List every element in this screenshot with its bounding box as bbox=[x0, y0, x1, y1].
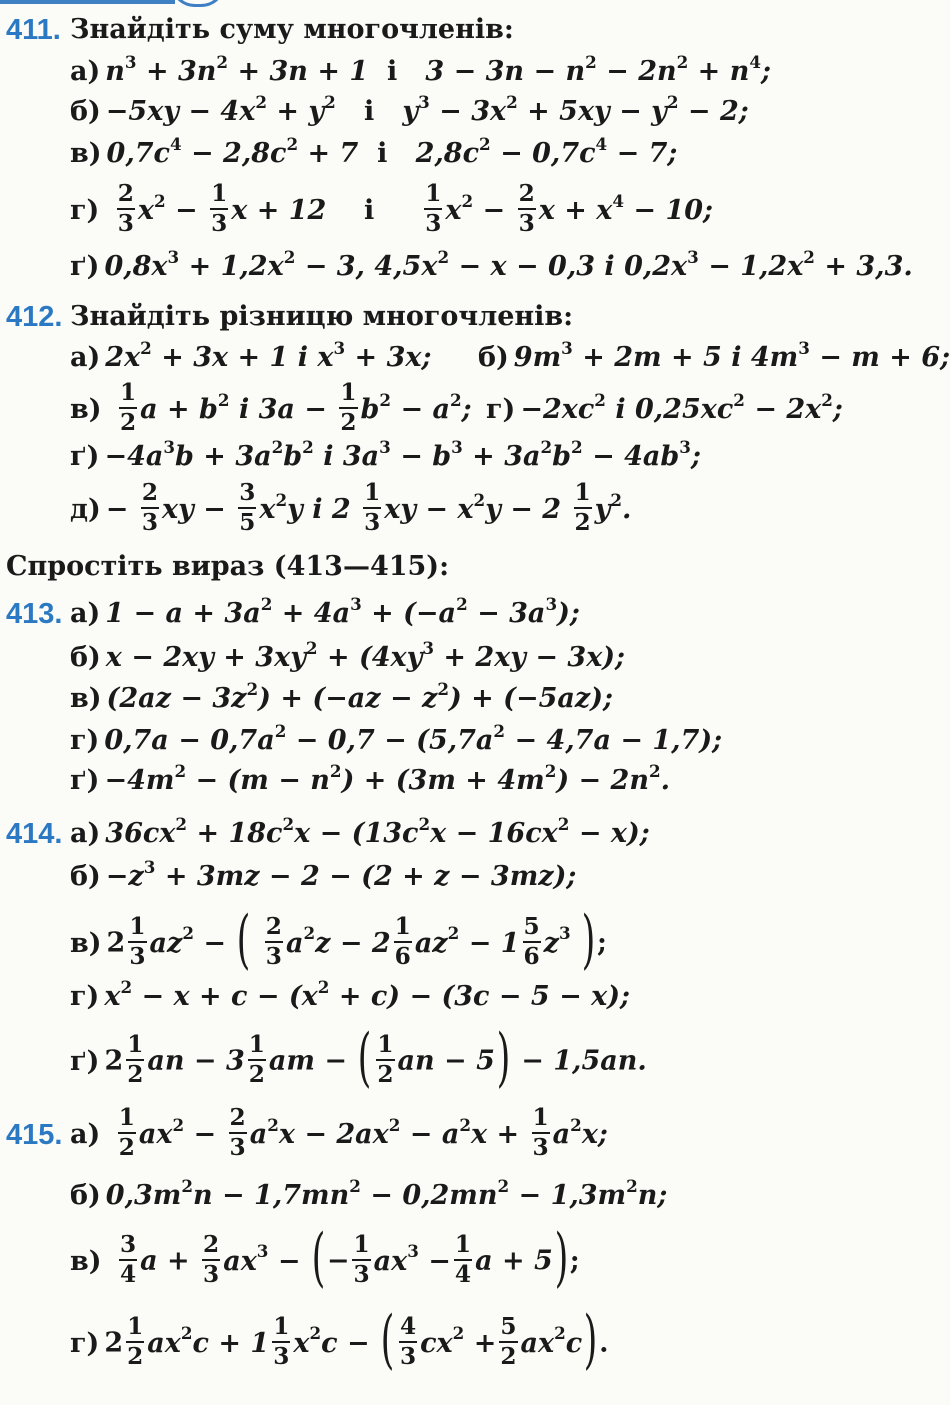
exercise-number: 415. bbox=[6, 1119, 63, 1151]
exercise-412-gg: $ґ) -4a^3b + 3a^2b^2$ і $3a^3 - b^3 + 3a^2b^2 - 4ab^3$; bbox=[70, 436, 701, 472]
exercise-title: Знайдіть суму многочленів: bbox=[70, 14, 514, 45]
exercise-414-gg: ґ) 2 $\frac{1}{2}$ an − 3 $\frac{1}{2}$ am − ( $\frac{1}{2}$ an − 5) − 1,5an. bbox=[70, 1021, 647, 1095]
exercise-413-v: в) $(2az - 3z^2) + (-az - z^2) + (-5az)$; bbox=[70, 678, 613, 714]
exercise-412-a: а) $2x^2 + 3x + 1$ і $x^3 + 3x$; bbox=[70, 337, 432, 373]
exercise-415-v: в) $\frac{3}{4}$ a + $\frac{2}{3}$ $ax^3$ − (− $\frac{1}{3}$ $ax^3$ − $\frac{1}{4}$ a + 5); bbox=[70, 1221, 580, 1295]
exercise-412-d: д) − $\frac{2}{3}$ xy − $\frac{3}{5}$ $x^2y$ і 2 $\frac{1}{3}$ xy − $x^2y - 2$ $\frac{1}{2}$ $y^2$. bbox=[70, 479, 632, 537]
exercise-414-g: г) $x^2 - x + c - (x^2 + c) - (3c - 5 - x)$; bbox=[70, 976, 630, 1012]
exercise-number: 414. bbox=[6, 818, 63, 850]
exercise-414-b: $б) -z^3 + 3mz - 2 - (2 + z - 3mz)$; bbox=[70, 856, 577, 892]
exercise-415-g: г) 2 $\frac{1}{2}$ $ax^2c + 1$ $\frac{1}{3}$ $x^2c$ − ( $\frac{4}{3}$ $cx^2$ + $\frac{5}{2}$ $ax^2c$). bbox=[70, 1303, 609, 1377]
exercise-title: Знайдіть різницю многочленів: bbox=[70, 301, 574, 332]
exercise-413-gg: $ґ) -4m^2 - (m - n^2) + (3m + 4m^2) - 2n^2$. bbox=[70, 760, 671, 796]
exercise-412-b: б) $9m^3 + 2m + 5$ і $4m^3 - m + 6$; bbox=[478, 337, 950, 373]
exercise-413-b: б) $x - 2xy + 3xy^2 + (4xy^3 + 2xy - 3x)$; bbox=[70, 637, 626, 673]
exercise-number: 413. bbox=[6, 598, 63, 630]
exercise-411-v: в) $0,7c^4 - 2,8c^2 + 7$ і $2,8c^2 - 0,7c^4 - 7$; bbox=[70, 133, 678, 169]
exercise-number: 412. bbox=[6, 301, 63, 333]
simplify-heading: Спростіть вираз (413—415): bbox=[6, 551, 450, 582]
exercise-412-g: $г) -2xc^2$ і $0,25xc^2 - 2x^2$; bbox=[486, 389, 843, 425]
exercise-411-g: г) $\frac{2}{3}$ $x^2$ − $\frac{1}{3}$ x + 12 і $\frac{1}{3}$ $x^2$ − $\frac{2}{3}$ $x + x^4 - 10$; bbox=[70, 180, 713, 238]
exercise-411-b: $б) -5xy - 4x^2 + y^2$ і $y^3 - 3x^2 + 5xy - y^2 - 2$; bbox=[70, 91, 749, 127]
exercise-412-v: в) $\frac{1}{2}$ $a + b^2$ і 3a − $\frac{1}{2}$ $b^2 - a^2$; bbox=[70, 379, 472, 437]
exercise-415-b: б) $0,3m^2n - 1,7mn^2 - 0,2mn^2 - 1,3m^2n$; bbox=[70, 1175, 668, 1211]
exercise-413-g: г) $0,7a - 0,7a^2 - 0,7 - (5,7a^2 - 4,7a - 1,7)$; bbox=[70, 720, 723, 756]
exercise-414-v: в) 2 $\frac{1}{3}$ $az^2$ − ( $\frac{2}{3}$ $a^2z - 2$ $\frac{1}{6}$ $az^2 - 1$ $\frac{5}{6}$ $z^3$ ); bbox=[70, 903, 608, 977]
exercise-411-a: а) $n^3 + 3n^2 + 3n + 1$ і $3 - 3n - n^2 - 2n^2 + n^4$; bbox=[70, 51, 771, 87]
exercise-number: 411. bbox=[6, 14, 61, 46]
header-decoration bbox=[0, 0, 240, 6]
exercise-411-gg: ґ) $0,8x^3 + 1,2x^2 - 3$, $4,5x^2 - x - 0,3$ і $0,2x^3 - 1,2x^2 + 3,3$. bbox=[70, 246, 913, 282]
